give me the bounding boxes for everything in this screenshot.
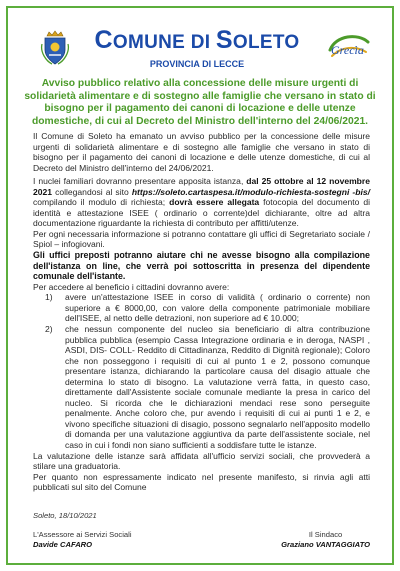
notice-body xyxy=(33,131,370,493)
title-block xyxy=(76,26,318,70)
page-title: COMUNE DI SOLETO xyxy=(94,26,300,54)
paragraph-evaluation: La valutazione delle istanze sarà affidata all'ufficio servizi sociali, che provvederà a stilare una graduatoria. xyxy=(33,450,370,472)
requirements-list xyxy=(33,292,370,450)
application-link[interactable]: https://soleto.cartaspesa.it/modulo-richiesta-sostegni -bis/ xyxy=(131,186,370,197)
mayor-role: Il Sindaco xyxy=(308,530,343,539)
municipal-crest-icon xyxy=(40,30,70,66)
paragraph-info: Per ogni necessaria informazione si potranno contattare gli uffici di Segretariato sociale / Spiol – infogiovani. xyxy=(33,228,370,250)
paragraph-assistance: Gli uffici preposti potranno aiutare chi ne avesse bisogno alla compilazione dell'istanza on line, che verrà poi sottoscritta in presenza del dipendente comunale dell'istante. xyxy=(33,250,370,282)
paragraph-application: I nuclei familiari dovranno presentare apposita istanza, dal 25 ottobre al 12 novembre 2021 collegandosi al sito https://soleto.cartaspesa.it/modulo-richiesta-sostegni -bis/ compilando il modulo di richiesta; dovrà essere allegata fotocopia del documento di identità e attestazione ISEE ( ordinario o corrente)del dichiarante, oltre ad altra documentazione riguardante la richiesta di contributo per affitti/utenze. xyxy=(33,176,370,229)
svg-text:Grecìa: Grecìa xyxy=(331,43,364,57)
assessor-role: L'Assessore ai Servizi Sociali xyxy=(33,530,132,539)
notice-subject: Avviso pubblico relativo alla concessione delle misure urgenti di solidarietà alimentare e di sostegno alle famiglie che versano in stato di bisogno per il pagamento dei canoni di locazione e delle utenze domestiche, di cui al Decreto del Ministro dell'interno del 24/06/2021. xyxy=(24,78,376,127)
date-line: Soleto, 18/10/2021 xyxy=(33,511,97,520)
assessor-signature xyxy=(33,530,132,550)
grecia-salentina-logo-icon xyxy=(324,30,376,66)
paragraph-references: Per quanto non espressamente indicato nel presente manifesto, si rinvia agli atti pubblicati sul sito del Comune xyxy=(33,471,370,493)
assessor-name: Davide CAFARO xyxy=(33,540,93,549)
province-label: PROVINCIA DI LECCE xyxy=(149,59,245,69)
mayor-signature xyxy=(281,530,370,550)
paragraph-intro: Il Comune di Soleto ha emanato un avviso pubblico per la concessione delle misure urgenti di solidarietà alimentare e di sostegno alle famiglie che versano in stato di bisogno per il pagamento dei canoni di locazione e delle utenze domestiche, di cui al Decreto del Ministro dell'interno del 24/06/2021. xyxy=(33,131,370,173)
mayor-name: Graziano VANTAGGIATO xyxy=(281,540,370,549)
list-item: 1) avere un'attestazione ISEE in corso di validità ( ordinario o corrente) non superiore a € 8000,00, con valore della componente patrimoniale mobiliare dell'ISEE, al netto delle detrazioni, non superiore ad € 10.000; xyxy=(45,292,370,324)
header xyxy=(6,26,394,70)
paragraph-requirements-intro: Per accedere al beneficio i cittadini dovranno avere: xyxy=(33,281,230,292)
list-item: 2) che nessun componente del nucleo sia beneficiario di altra contribuzione pubblica pubblica (esempio Cassa Integrazione ordinaria e in deroga, NASPI , ASDI, DIS- COLL- Reddito di Cittadinanza, Reddito di Dignità regionale); Coloro che non posseggono i requisiti di cui al punto 1 e 2, possono comunque presentare istanza, dichiarando la particolare causa del disagio attuale che determina lo stato di bisogno. La valutazione verrà fatta, in questo caso, direttamente dall'Assistente sociale comunale mediante la presa in carico del nucleo. Si ricorda che le dichiarazioni mendaci rese sono perseguite penalmente. Anche coloro che, pur avendo i requisiti di cui ai punti 1 e 2, e vivono specifiche situazioni di disagio, possono segnalarlo nell'apposito modello di domanda per una valutazione aggiuntiva da parte dell'assistente sociale, nel caso in cui i fondi non siano sufficienti a soddisfare tutte le istanze. xyxy=(45,323,370,450)
